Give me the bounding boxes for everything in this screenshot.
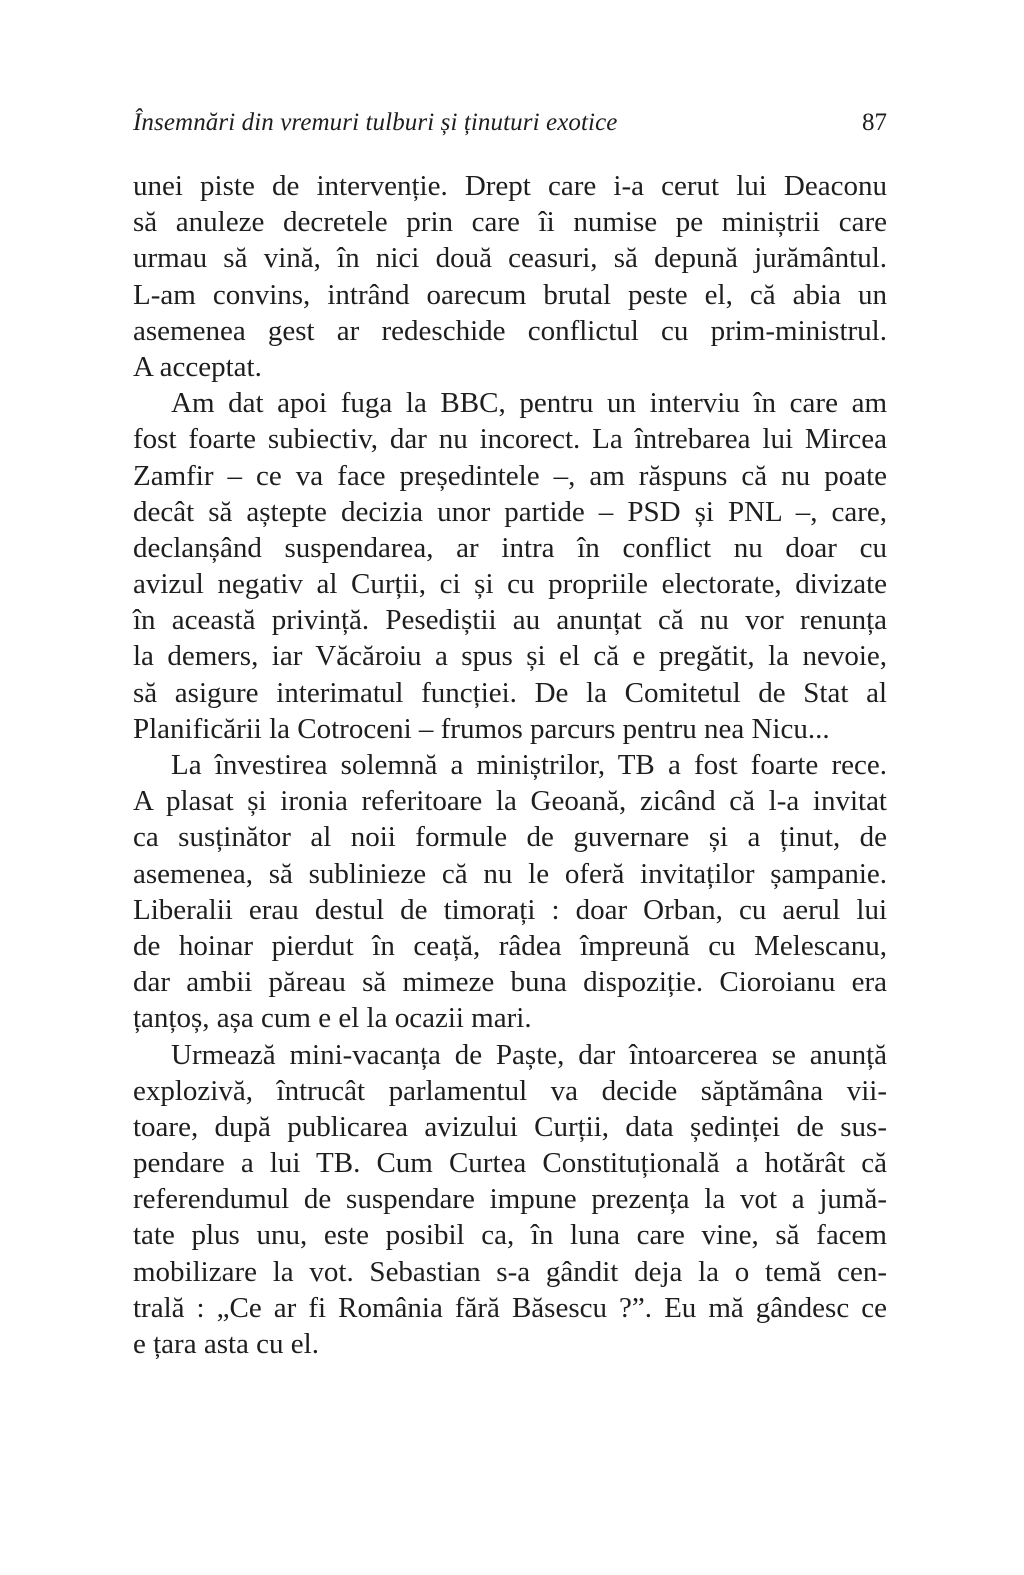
paragraph (133, 747, 887, 1037)
text-line: e țara asta cu el. (133, 1328, 319, 1360)
text-line: asemenea, să sublinieze că nu le oferă invitaților șampanie. (133, 857, 887, 890)
text-line: ca susținător al noii formule de guvernare și a ținut, de (133, 821, 887, 854)
text-line: fost foarte subiectiv, dar nu incorect. La întrebarea lui Mircea (133, 423, 887, 456)
text-line: toare, după publicarea avizului Curții, data ședinței de sus- (133, 1110, 887, 1143)
text-line: pendare a lui TB. Cum Curtea Constituțională a hotărât că (133, 1147, 887, 1180)
text-line: referendumul de suspendare impune prezența la vot a jumă- (133, 1183, 887, 1216)
paragraph (133, 1037, 887, 1363)
text-line: A plasat și ironia referitoare la Geoană, zicând că l-a invitat (133, 785, 887, 818)
text-line: tate plus unu, este posibil ca, în luna care vine, să facem (133, 1219, 887, 1252)
text-line: Urmează mini-vacanța de Paște, dar întoarcerea se anunță (171, 1038, 887, 1071)
text-line: mobilizare la vot. Sebastian s-a gândit deja la o temă cen- (133, 1255, 887, 1288)
text-line: de hoinar pierdut în ceață, râdea împreună cu Melescanu, (133, 929, 887, 962)
text-line: Am dat apoi fuga la BBC, pentru un interviu în care am (171, 387, 887, 420)
body-text (133, 168, 887, 1362)
text-line: explozivă, întrucât parlamentul va decide săptămâna vii- (133, 1074, 887, 1107)
text-line: decât să aștepte decizia unor partide – PSD și PNL –, care, (133, 495, 887, 528)
text-line: la demers, iar Văcăroiu a spus și el că e pregătit, la nevoie, (133, 640, 887, 673)
text-line: A acceptat. (133, 350, 262, 383)
text-line: să anuleze decretele prin care îi numise pe miniștrii care (133, 206, 887, 239)
paragraph (133, 385, 887, 747)
text-line: trală : „Ce ar fi România fără Băsescu ?”. Eu mă gândesc ce (133, 1291, 887, 1324)
running-title: Însemnări din vremuri tulburi și ținuturi exotice (133, 109, 618, 136)
text-line: să asigure interimatul funcției. De la Comitetul de Stat al (133, 676, 887, 709)
text-line: urmau să vină, în nici două ceasuri, să depună jurământul. (133, 242, 887, 275)
paragraph (133, 168, 887, 385)
text-line: asemenea gest ar redeschide conflictul cu prim-ministrul. (133, 314, 887, 347)
text-line: Zamfir – ce va face președintele –, am răspuns că nu poate (133, 459, 887, 492)
page-number: 87 (862, 109, 887, 136)
text-line: țanțoș, așa cum e el la ocazii mari. (133, 1002, 532, 1035)
text-line: declanșând suspendarea, ar intra în conflict nu doar cu (133, 531, 887, 564)
text-line: Planificării la Cotroceni – frumos parcurs pentru nea Nicu... (133, 712, 830, 745)
text-line: La învestirea solemnă a miniștrilor, TB a fost foarte rece. (171, 749, 887, 781)
text-line: avizul negativ al Curții, ci și cu propriile electorate, divizate (133, 568, 887, 601)
text-line: L-am convins, intrând oarecum brutal peste el, că abia un (133, 278, 887, 311)
text-line: în această privință. Pesediștii au anunțat că nu vor renunța (133, 604, 887, 637)
text-line: dar ambii păreau să mimeze buna dispoziție. Cioroianu era (133, 966, 887, 999)
running-head (133, 109, 887, 143)
text-line: unei piste de intervenție. Drept care i-a cerut lui Deaconu (133, 170, 887, 202)
text-line: Liberalii erau destul de timorați : doar Orban, cu aerul lui (133, 893, 887, 926)
